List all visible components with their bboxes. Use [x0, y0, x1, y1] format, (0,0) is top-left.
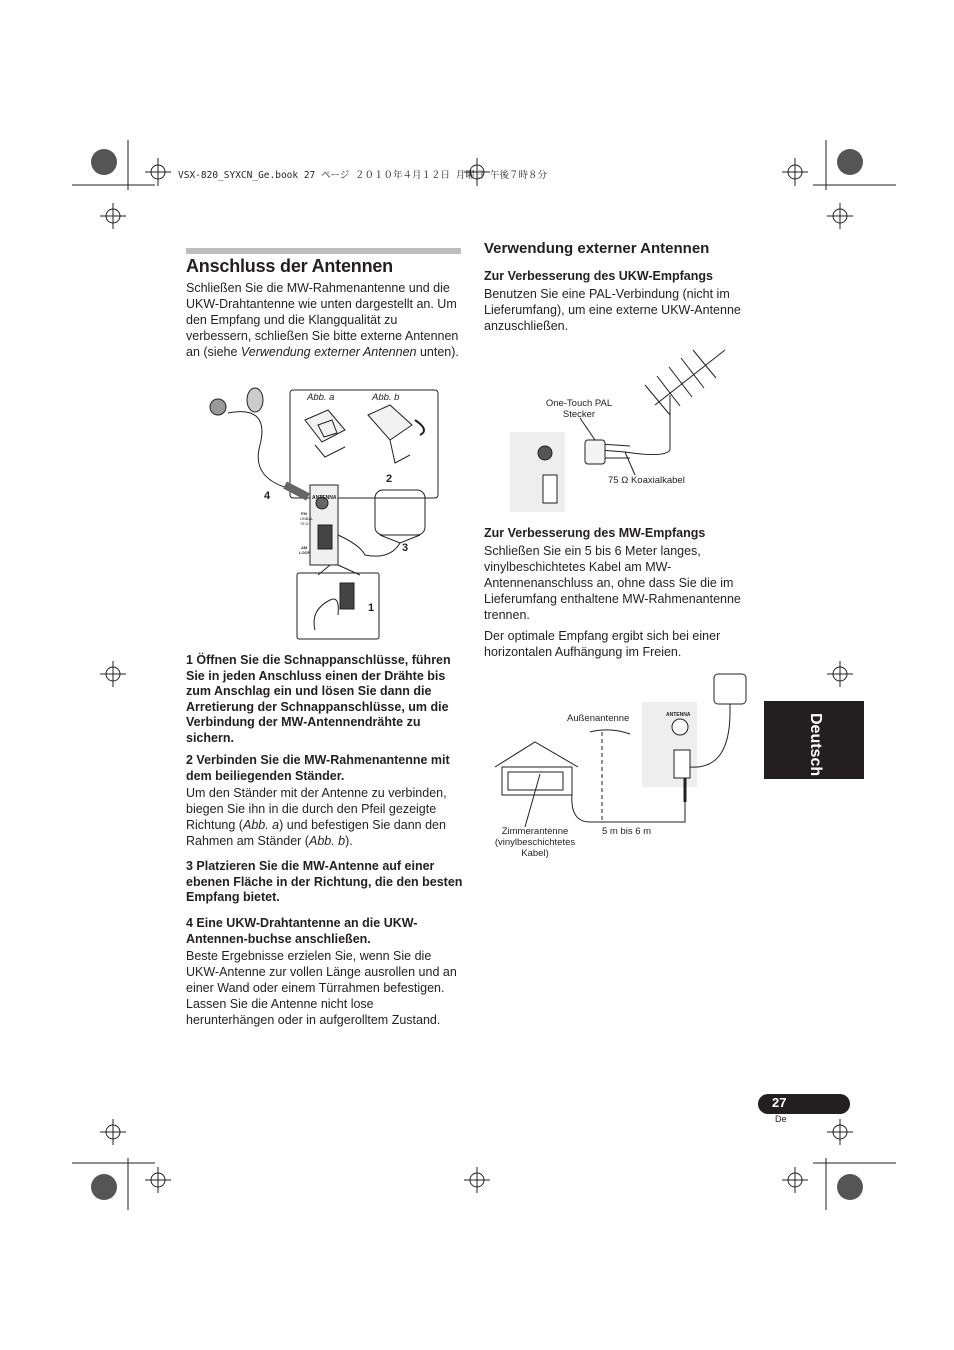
- ukw-paragraph: Benutzen Sie eine PAL-Verbindung (nicht im Lieferumfang), um eine externe UKW-Antenne anzuschließen.: [484, 287, 741, 333]
- intro-paragraph: Schließen Sie die MW-Rahmenantenne und die UKW-Drahtantenne wie unten dargestellt an. Um den Empfang und die Klangqualität zu verbessern, schließen Sie bitte externe Antennen an (siehe Verwendung externer Antennen unten).: [186, 281, 459, 359]
- fig-fm-label: FM: [301, 511, 307, 516]
- mw-paragraph-1: Schließen Sie ein 5 bis 6 Meter langes, vinylbeschichtetes Kabel am MW-Antennenanschluss an, ohne dass Sie die im Lieferumfang enthaltene MW-Rahmenantenne trennen.: [484, 544, 741, 622]
- mw-heading: Zur Verbesserung des MW-Empfangs: [484, 526, 706, 540]
- fig-loop-label: LOOP: [299, 550, 311, 555]
- fig-number-2: 2: [386, 473, 393, 485]
- step-2-body: Um den Ständer mit der Antenne zu verbinden, biegen Sie ihn in die durch den Pfeil gezeigte Richtung (Abb. a) und befestigen Sie dann den Rahmen am Ständer (Abb. b).: [186, 786, 447, 848]
- step-3: 3 Platzieren Sie die MW-Antenne auf einer ebenen Fläche in der Richtung, die den besten Empfang bietet.: [186, 859, 463, 904]
- page-language: De: [775, 1114, 787, 1124]
- fig-unbal-label: UNBAL: [300, 516, 314, 521]
- external-antennas-title: Verwendung externer Antennen: [484, 240, 710, 257]
- ukw-heading: Zur Verbesserung des UKW-Empfangs: [484, 269, 713, 283]
- pal-plug-label: One-Touch PAL Stecker: [545, 398, 613, 420]
- coax-cable-label: 75 Ω Koaxialkabel: [608, 475, 685, 486]
- distance-label: 5 m bis 6 m: [602, 826, 652, 837]
- indoor-antenna-label: Zimmerantenne (vinylbeschichtetes Kabel): [494, 826, 576, 859]
- section-rule: [186, 248, 461, 254]
- fig-ohm-label: 75 Ω: [300, 521, 309, 526]
- language-tab-label: Deutsch: [807, 713, 824, 777]
- fig-am-label: AM: [301, 545, 308, 550]
- fig-label-abb-a: Abb. a: [307, 392, 335, 403]
- ukw-antenna-figure: [505, 340, 755, 520]
- fig-antenna-label: ANTENNA: [312, 495, 337, 501]
- antenna-connection-figure: [200, 385, 460, 643]
- step-1: 1 Öffnen Sie die Schnappanschlüsse, führen Sie in jeden Anschluss einen der Drähte bis zum Anschlag ein und lösen Sie dann die Arretierung der Schnappanschlüsse, um die Verbindung der MW-Antennendrähte zu sichern.: [186, 653, 451, 745]
- step-2: 2 Verbinden Sie die MW-Rahmenantenne mit dem beiliegenden Ständer.: [186, 753, 450, 783]
- step-4: 4 Eine UKW-Drahtantenne an die UKW-Antennen-buchse anschließen.: [186, 916, 418, 946]
- fig-label-abb-b: Abb. b: [372, 392, 400, 403]
- print-header: VSX-820_SYXCN_Ge.book 27 ページ ２０１０年４月１２日 月曜日 午後７時８分: [178, 170, 547, 181]
- fig-number-4: 4: [264, 490, 271, 502]
- page-number: 27: [772, 1095, 787, 1110]
- section-title: Anschluss der Antennen: [186, 256, 393, 276]
- mw-paragraph-2: Der optimale Empfang ergibt sich bei einer horizontalen Aufhängung im Freien.: [484, 629, 721, 659]
- fig-number-3: 3: [402, 542, 409, 554]
- fig-number-1: 1: [368, 602, 375, 614]
- mw-fig-antenna-label: ANTENNA: [666, 712, 691, 718]
- outdoor-antenna-label: Außenantenne: [567, 713, 630, 724]
- step-4-body: Beste Ergebnisse erzielen Sie, wenn Sie die UKW-Antenne zur vollen Länge ausrollen und an einer Wand oder einem Türrahmen befestigen. Lassen Sie die Antenne nicht lose herunterhängen oder in aufgerolltem Zustand.: [186, 949, 457, 1027]
- page-number-badge: [758, 1094, 850, 1114]
- language-tab: [764, 701, 864, 779]
